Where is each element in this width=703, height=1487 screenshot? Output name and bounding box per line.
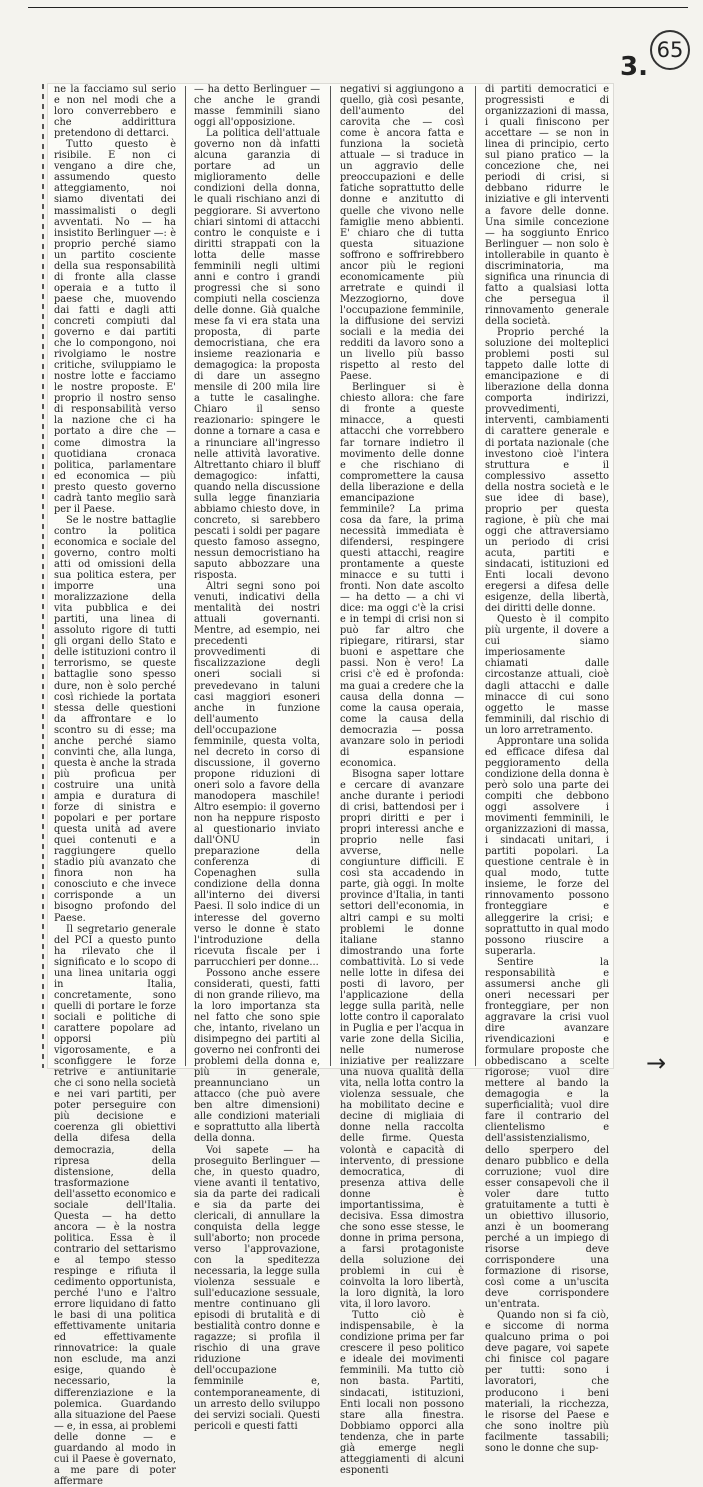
column-1 [54,84,176,1487]
column-rule [330,86,331,1066]
paragraph: Tutto ciò è indispensabile, è la condizione prima per far crescere il peso politico e ideale dei movimenti femminili. Ma tutto ciò non basta. Partiti, sindacati, istituzioni, Enti locali non possono stare alla finestra. Dobbiamo opporci alla tendenza, che in parte già emerge negli atteggiamenti di alcuni esponenti [340,1310,464,1476]
continue-arrow-icon: → [646,1049,667,1077]
sheet-number: 3. [620,52,648,82]
paragraph: Berlinguer si è chiesto allora: che fare di fronte a queste minacce, a questi attacchi che vorrebbero far tornare indietro il movimento delle donne e che rischiano di compromettere la causa della liberazione e della emancipazione femminile? La prima cosa da fare, la prima necessità immediata è difendersi, respingere questi attacchi, reagire prontamente a queste minacce e su tutti i fronti. Non date ascolto — ha detto — a chi vi dice: ma oggi c'è la crisi e in tempi di crisi non si può far altro che ripiegare, ritirarsi, star buoni e aspettare che passi. Non è vero! La crisi c'è ed è profonda: ma guai a credere che la causa della donna — come la causa operaia, come la causa della democrazia — possa avanzare solo in periodi di espansione economica. [340,382,464,769]
paragraph: Bisogna saper lottare e cercare di avanzare anche durante i periodi di crisi, battendosi per i propri diritti e per i propri interessi anche e proprio nelle fasi avverse, nelle congiunture difficili. E così sta accadendo in parte, già oggi. In molte province d'Italia, in tanti settori dell'economia, in altri campi e su molti problemi le donne italiane stanno dimostrando una forte combattività. Lo si vede nelle lotte in difesa dei posti di lavoro, per l'applicazione della legge sulla parità, nelle lotte contro il caporalato in Puglia e per l'acqua in varie zone della Sicilia, nelle numerose iniziative per realizzare una nuova qualità della vita, nella lotta contro la violenza sessuale, che ha mobilitato decine e decine di migliaia di donne nella raccolta delle firme. Questa volontà e capacità di intervento, di pressione democratica, di presenza attiva delle donne è importantissima, è decisiva. Essa dimostra che sono esse stesse, le donne in prima persona, a farsi protagoniste della soluzione dei problemi in cui è coinvolta la loro libertà, la loro dignità, la loro vita, il loro lavoro. [340,768,464,1311]
page-number: 65 [656,38,684,62]
paragraph: negativi si aggiungono a quello, già così pesante, dell'aumento del carovita che — così come è ancora fatta e funziona la società attuale — si traduce in un aggravio delle preoccupazioni e delle fatiche soprattutto delle donne e anzitutto di quelle che vivono nelle famiglie meno abbienti. E' chiaro che di tutta questa situazione soffrono e soffrirebbero ancor più le regioni economicamente più arretrate e quindi il Mezzogiorno, dove l'occupazione femminile, la diffusione dei servizi sociali e la media dei redditi da lavoro sono a un livello più basso rispetto al resto del Paese. [340,84,464,383]
page-number-circle [650,30,690,70]
paragraph: Se le nostre battaglie contro la politica economica e sociale del governo, contro molti atti od omissioni della sua politica estera, per imporre una moralizzazione della vita pubblica e dei partiti, una linea di assoluto rigore di tutti gli organi dello Stato e delle istituzioni contro il terrorismo, se queste battaglie sono spesso dure, non è solo perché così richiede la portata stessa delle questioni da affrontare e lo scontro su di esse; ma anche perché siamo convinti che, alla lunga, questa è anche la strada più proficua per costruire una unità ampia e duratura di forze di sinistra e popolari e per portare questa unità ad avere quei contenuti e a raggiungere quello stadio più avanzato che finora non ha conosciuto e che invece corrisponde a un bisogno profondo del Paese. [54,514,176,924]
paragraph: Quando non si fa ciò, e siccome di norma qualcuno prima o poi deve pagare, voi sapete chi finisce col pagare per tutti: sono i lavoratori, che producono i beni materiali, la ricchezza, le risorse del Paese e che sono inoltre più facilmente tassabili; sono le donne che sup- [485,1310,609,1454]
paragraph: Voi sapete — ha proseguito Berlinguer — che, in questo quadro, viene avanti il tentativo, sia da parte dei radicali e sia da parte dei clericali, di annullare la conquista della legge sull'aborto; non procede verso l'approvazione, con la speditezza necessaria, la legge sulla violenza sessuale e sull'educazione sessuale, mentre continuano gli episodi di brutalità e di bestialità contro donne e ragazze; si profila il rischio di una grave riduzione dell'occupazione femminile e, contemporaneamente, di un arresto dello sviluppo dei servizi sociali. Questi pericoli e questi fatti [194,1144,320,1432]
paragraph: Questo è il compito più urgente, il dovere a cui siamo imperiosamente chiamati dalle circostanze attuali, cioè dagli attacchi e dalle minacce di cui sono oggetto le masse femminili, dal rischio di un loro arretramento. [485,614,609,736]
column-3 [340,84,464,1476]
column-2 [194,84,321,1432]
column-rule [475,86,476,1066]
column-4 [485,84,609,1454]
paragraph: La politica dell'attuale governo non dà infatti alcuna garanzia di portare ad un miglioramento delle condizioni della donna, le quali rischiano anzi di peggiorare. Si avvertono chiari sintomi di attacchi contro le conquiste e i diritti strappati con la lotta delle masse femminili negli ultimi anni e contro i grandi progressi che si sono compiuti nella coscienza delle donne. Già qualche mese fa vi era stata una proposta, di parte democristiana, che era insieme reazionaria e demagogica: la proposta di dare un assegno mensile di 200 mila lire a tutte le casalinghe. Chiaro il senso reazionario: spingere le donne a tornare a casa e a rinunciare all'ingresso nelle attività lavorative. Altrettanto chiaro il bluff demagogico: infatti, quando nella discussione sulla legge finanziaria abbiamo chiesto dove, in concreto, si sarebbero pescati i soldi per pagare questo famoso assegno, nessun democristiano ha saputo abbozzare una risposta. [194,128,321,582]
paragraph: — ha detto Berlinguer — che anche le grandi masse femminili siano oggi all'opposizione. [194,84,320,129]
paragraph: Tutto questo è risibile. E non ci vengano a dire che, assumendo questo atteggiamento, noi siamo diventati dei massimalisti o degli avventati. No — ha insistito Berlinguer —: è proprio perché siamo un partito cosciente della sua responsabilità di fronte alla classe operaia e a tutto il paese che, muovendo dai fatti e dagli atti concreti compiuti dal governo e dai partiti che lo compongono, noi rivolgiamo le nostre critiche, sviluppiamo le nostre lotte e facciamo le nostre proposte. E' proprio il nostro senso di responsabilità verso la nazione che ci ha portato a dire che — come dimostra la quotidiana cronaca politica, parlamentare ed economica — più presto questo governo cadrà tanto meglio sarà per il Paese. [54,139,176,515]
column-rule [185,86,186,1066]
paragraph: Sentire la responsabilità e assumersi anche gli oneri necessari per fronteggiare, per non aggravare la crisi vuol dire avanzare rivendicazioni e formulare proposte che obbediscano a scelte rigorose; vuol dire mettere al bando la demagogia e la superficialità; vuol dire fare il contrario del clientelismo e dell'assistenzialismo, dello sperpero del denaro pubblico e della corruzione; vuol dire esser consapevoli che il voler dare tutto gratuitamente a tutti è un obiettivo illusorio, anzi è un boomerang perché a un impiego di risorse deve corrispondere una formazione di risorse, così come a un'uscita deve corrispondere un'entrata. [485,956,609,1311]
paragraph: di partiti democratici e progressisti e di organizzazioni di massa, i quali finiscono per accettare — se non in linea di principio, certo sul piano pratico — la concezione che, nei periodi di crisi, si debbano ridurre le iniziative e gli interventi a favore delle donne. Una simile concezione — ha soggiunto Enrico Berlinguer — non solo è intollerabile in quanto è discriminatoria, ma significa una rinuncia di fatto a qualsiasi lotta che persegua il rinnovamento generale della società. [485,84,609,327]
top-rule [28,7,688,8]
paragraph: Possono anche essere considerati, questi, fatti di non grande rilievo, ma la loro importanza sta nel fatto che sono spie che, intanto, rivelano un disimpegno dei partiti al governo nei confronti dei problemi della donna e, più in generale, preannunciano un attacco (che può avere ben altre dimensioni) alle condizioni materiali e soprattutto alla libertà della donna. [194,967,320,1145]
paragraph: Altri segni sono poi venuti, indicativi della mentalità dei nostri attuali governanti. Mentre, ad esempio, nei precedenti provvedimenti di fiscalizzazione degli oneri sociali si prevedevano in taluni casi maggiori esoneri anche in funzione dell'aumento dell'occupazione femminile, questa volta, nel decreto in corso di discussione, il governo propone riduzioni di oneri solo a favore della manodopera maschile! Altro esempio: il governo non ha neppure risposto al questionario inviato dall'ONU in preparazione della conferenza di Copenaghen sulla condizione della donna all'interno dei diversi Paesi. Il solo indice di un interesse del governo verso le donne è stato l'introduzione della ricevuta fiscale per i parrucchieri per donne... [194,581,320,968]
paragraph: ne la facciamo sul serio e non nel modi che a loro converrebbero e che addirittura pretendono di dettarci. [54,84,176,140]
paragraph: Proprio perché la soluzione dei molteplici problemi posti sul tappeto dalle lotte di emancipazione e di liberazione della donna comporta indirizzi, provvedimenti, interventi, cambiamenti di carattere generale e di portata nazionale (che investono cioè l'intera struttura e il complessivo assetto della nostra società e le sue idee di base), proprio per questa ragione, è più che mai oggi che attraversiamo un periodo di crisi acuta, partiti e sindacati, istituzioni ed Enti locali devono eregersi a difesa delle esigenze, della libertà, dei diritti delle donne. [485,327,609,615]
newspaper-clipping [48,84,613,1487]
paragraph: Il segretario generale del PCI a questo punto ha rilevato che il significato e lo scopo di una linea unitaria oggi in Italia, concretamente, sono quelli di portare le forze sociali e politiche di carattere popolare ad opporsi più vigorosamente, e a sconfiggere le forze retrive e antiunitarie che ci sono nella società e nei vari partiti, per poter perseguire con più decisione e coerenza gli obiettivi della difesa della democrazia, della ripresa della distensione, della trasformazione dell'assetto economico e sociale dell'Italia. Questa — ha detto ancora — è la nostra politica. Essa è il contrario del settarismo e al tempo stesso respinge e rifiuta il cedimento opportunista, perché l'uno e l'altro errore liquidano di fatto le basi di una politica effettivamente unitaria ed effettivamente rinnovatrice: la quale non esclude, ma anzi esige, quando è necessario, la differenziazione e la polemica. Guardando alla situazione del Paese — e, in essa, ai problemi delle donne — e guardando al modo in cui il Paese è governato, a me pare di poter affermare [54,923,176,1487]
paragraph: Approntare una solida ed efficace difesa dal peggioramento della condizione della donna è però solo una parte dei compiti che debbono oggi assolvere i movimenti femminili, le organizzazioni di massa, i sindacati unitari, i partiti popolari. La questione centrale è in qual modo, tutte insieme, le forze del rinnovamento possono fronteggiare e alleggerire la crisi; e soprattutto in qual modo possono riuscire a superarla. [485,735,609,957]
